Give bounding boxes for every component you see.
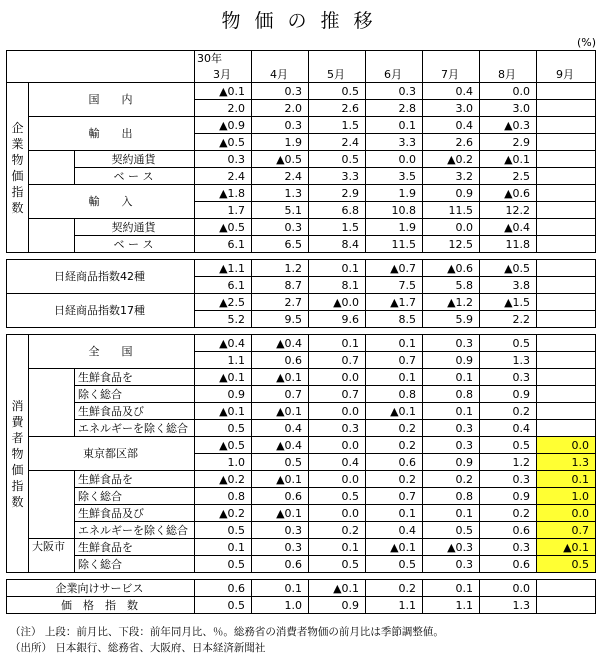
value-cell: 8.5	[366, 311, 423, 328]
value-cell: 0.3	[423, 556, 480, 573]
ex-fresh-label: 除く総合	[75, 386, 195, 403]
value-cell	[537, 117, 596, 134]
value-cell	[537, 151, 596, 168]
month-header: 5月	[309, 51, 366, 83]
value-cell: 2.7	[252, 294, 309, 311]
value-cell: 0.9	[195, 386, 252, 403]
value-cell: 0.9	[423, 454, 480, 471]
value-cell: 9.5	[252, 311, 309, 328]
value-cell: 0.9	[480, 386, 537, 403]
value-cell	[537, 352, 596, 369]
nikkei-42-label: 日経商品指数42種	[7, 260, 195, 294]
value-cell: ▲0.6	[480, 185, 537, 202]
ex-fresh-label: 生鮮食品を	[75, 369, 195, 386]
month-header: 8月	[480, 51, 537, 83]
value-cell: 0.1	[423, 369, 480, 386]
value-cell: 0.7	[252, 386, 309, 403]
value-cell: 0.5	[252, 454, 309, 471]
value-cell: 0.1	[366, 335, 423, 352]
value-cell	[537, 83, 596, 100]
value-cell: 1.3	[480, 597, 537, 614]
value-cell: 1.9	[252, 134, 309, 151]
value-cell: 0.5	[195, 556, 252, 573]
value-cell: ▲0.1	[309, 580, 366, 597]
value-cell: ▲0.5	[195, 437, 252, 454]
value-cell: ▲0.5	[195, 134, 252, 151]
value-cell: 5.1	[252, 202, 309, 219]
value-cell: 2.6	[423, 134, 480, 151]
table-body	[7, 51, 596, 614]
value-cell: 0.3	[309, 420, 366, 437]
value-cell: 0.5	[309, 151, 366, 168]
osaka-label: 大阪市	[29, 539, 75, 573]
value-cell: 0.7	[366, 352, 423, 369]
value-cell: 12.5	[423, 236, 480, 253]
value-cell: 0.3	[480, 369, 537, 386]
value-cell: ▲1.7	[366, 294, 423, 311]
value-cell: 0.3	[195, 151, 252, 168]
contract-currency-label: ベ ー ス	[75, 168, 195, 185]
value-cell: 1.2	[480, 454, 537, 471]
value-cell: 2.5	[480, 168, 537, 185]
value-cell: ▲0.0	[309, 294, 366, 311]
value-cell	[537, 100, 596, 117]
value-cell: ▲0.1	[195, 83, 252, 100]
value-cell: 0.0	[480, 580, 537, 597]
ex-fresh-label: 生鮮食品を	[75, 471, 195, 488]
ex-fresh-label: 生鮮食品を	[75, 539, 195, 556]
value-cell: 6.8	[309, 202, 366, 219]
month-header: 7月	[423, 51, 480, 83]
value-cell: 0.5	[195, 597, 252, 614]
ex-fresh-energy-label: 生鮮食品及び	[75, 505, 195, 522]
value-cell: 0.9	[423, 185, 480, 202]
services-label: 価 格 指 数	[7, 597, 195, 614]
value-cell: ▲0.3	[423, 539, 480, 556]
value-cell: 0.2	[366, 437, 423, 454]
ex-fresh-label: 除く総合	[75, 556, 195, 573]
note-text: （注） 上段：前月比、下段：前年同月比、％。総務省の消費者物価の前月比は季節調整値。	[10, 626, 444, 638]
value-cell: 0.6	[366, 454, 423, 471]
value-cell: ▲0.4	[252, 437, 309, 454]
value-cell: 1.5	[309, 117, 366, 134]
value-cell: 0.0	[309, 471, 366, 488]
value-cell: ▲0.1	[366, 539, 423, 556]
value-cell: 1.1	[195, 352, 252, 369]
value-cell: ▲0.2	[423, 151, 480, 168]
value-cell	[537, 185, 596, 202]
value-cell: 2.8	[366, 100, 423, 117]
value-cell: 0.0	[537, 437, 596, 454]
value-cell: 3.8	[480, 277, 537, 294]
value-cell: 10.8	[366, 202, 423, 219]
value-cell	[537, 236, 596, 253]
value-cell: ▲1.8	[195, 185, 252, 202]
value-cell: ▲0.1	[480, 151, 537, 168]
value-cell: 0.4	[423, 117, 480, 134]
value-cell: 0.2	[480, 505, 537, 522]
value-cell: 0.4	[480, 420, 537, 437]
value-cell: 0.3	[423, 335, 480, 352]
value-cell: 1.2	[252, 260, 309, 277]
value-cell: 0.1	[423, 403, 480, 420]
value-cell: 0.1	[309, 335, 366, 352]
value-cell: 1.0	[252, 597, 309, 614]
value-cell: 0.0	[309, 403, 366, 420]
month-header: 9月	[537, 51, 596, 83]
notes	[10, 624, 444, 656]
value-cell: 0.0	[309, 437, 366, 454]
services-label: 企業向けサービス	[7, 580, 195, 597]
value-cell	[537, 294, 596, 311]
value-cell: 0.4	[309, 454, 366, 471]
value-cell: 0.5	[309, 83, 366, 100]
value-cell: ▲0.1	[537, 539, 596, 556]
contract-currency-label: 契約通貨	[75, 151, 195, 168]
value-cell: 0.5	[309, 488, 366, 505]
blank-cell	[29, 369, 75, 437]
month-header: 3月	[195, 66, 252, 83]
value-cell	[537, 134, 596, 151]
value-cell: 0.3	[252, 83, 309, 100]
value-cell: 0.1	[423, 505, 480, 522]
value-cell: 2.9	[480, 134, 537, 151]
value-cell: ▲0.4	[480, 219, 537, 236]
blank-cell	[29, 219, 75, 253]
value-cell: 0.3	[480, 539, 537, 556]
value-cell: 5.9	[423, 311, 480, 328]
value-cell: 0.1	[537, 471, 596, 488]
value-cell: 0.1	[309, 539, 366, 556]
value-cell: 0.3	[252, 219, 309, 236]
value-cell: ▲1.1	[195, 260, 252, 277]
blank-cell	[29, 471, 75, 539]
value-cell: 1.0	[195, 454, 252, 471]
value-cell: 8.7	[252, 277, 309, 294]
unit-label: (%)	[576, 36, 596, 49]
value-cell: 6.5	[252, 236, 309, 253]
value-cell: 2.4	[195, 168, 252, 185]
value-cell: 0.8	[423, 386, 480, 403]
value-cell: 1.9	[366, 185, 423, 202]
value-cell	[537, 335, 596, 352]
value-cell: 1.3	[480, 352, 537, 369]
ex-fresh-energy-label: エネルギーを除く総合	[75, 420, 195, 437]
value-cell: 0.7	[537, 522, 596, 539]
value-cell: 0.6	[252, 488, 309, 505]
value-cell: ▲0.5	[252, 151, 309, 168]
ex-fresh-energy-label: エネルギーを除く総合	[75, 522, 195, 539]
value-cell	[537, 420, 596, 437]
value-cell: ▲0.9	[195, 117, 252, 134]
value-cell: 0.8	[195, 488, 252, 505]
value-cell: ▲0.5	[480, 260, 537, 277]
value-cell: 0.4	[366, 522, 423, 539]
value-cell: 3.5	[366, 168, 423, 185]
value-cell: 3.3	[366, 134, 423, 151]
corner-cell	[7, 51, 195, 83]
value-cell: 8.4	[309, 236, 366, 253]
value-cell: ▲0.7	[366, 260, 423, 277]
value-cell: 0.5	[537, 556, 596, 573]
value-cell: 0.9	[309, 597, 366, 614]
value-cell: ▲0.1	[366, 403, 423, 420]
value-cell: 0.1	[309, 260, 366, 277]
value-cell: 0.1	[423, 580, 480, 597]
ex-fresh-energy-label: 生鮮食品及び	[75, 403, 195, 420]
corporate-index-label: 企 業 物 価 指 数	[7, 83, 29, 253]
value-cell: 0.6	[480, 522, 537, 539]
value-cell	[537, 580, 596, 597]
value-cell: 0.9	[423, 352, 480, 369]
value-cell: 0.0	[309, 505, 366, 522]
value-cell: ▲0.1	[252, 369, 309, 386]
cpi-label: 消 費 者 物 価 指 数	[7, 335, 29, 573]
value-cell: ▲0.5	[195, 219, 252, 236]
value-cell: 0.5	[423, 522, 480, 539]
value-cell: 0.2	[366, 580, 423, 597]
value-cell	[537, 277, 596, 294]
value-cell	[537, 386, 596, 403]
value-cell: 0.3	[366, 83, 423, 100]
contract-currency-label: ベ ー ス	[75, 236, 195, 253]
value-cell: 0.2	[309, 522, 366, 539]
value-cell: 0.4	[252, 420, 309, 437]
value-cell: 0.2	[423, 471, 480, 488]
value-cell: 0.3	[423, 437, 480, 454]
value-cell: 0.5	[195, 522, 252, 539]
value-cell: 3.0	[480, 100, 537, 117]
value-cell: 0.8	[366, 386, 423, 403]
ex-fresh-label: 除く総合	[75, 488, 195, 505]
month-header: 4月	[252, 51, 309, 83]
nation-label: 全 国	[29, 335, 195, 369]
export-label: 輸 出	[29, 117, 195, 151]
value-cell: 0.3	[252, 117, 309, 134]
value-cell: 0.1	[366, 369, 423, 386]
value-cell: 0.3	[480, 471, 537, 488]
import-label: 輸 入	[29, 185, 195, 219]
value-cell: 0.1	[366, 505, 423, 522]
value-cell: ▲0.4	[252, 335, 309, 352]
spacer	[7, 328, 596, 335]
value-cell: 2.6	[309, 100, 366, 117]
value-cell: 0.2	[480, 403, 537, 420]
value-cell: ▲0.2	[195, 471, 252, 488]
value-cell: 0.0	[366, 151, 423, 168]
value-cell: 0.5	[195, 420, 252, 437]
nikkei-17-label: 日経商品指数17種	[7, 294, 195, 328]
source-text: （出所） 日本銀行、総務省、大阪府、日本経済新聞社	[10, 642, 266, 654]
value-cell: 3.0	[423, 100, 480, 117]
value-cell: 0.3	[423, 420, 480, 437]
value-cell: ▲0.1	[195, 369, 252, 386]
value-cell	[537, 202, 596, 219]
value-cell: 0.6	[252, 352, 309, 369]
value-cell: 3.3	[309, 168, 366, 185]
value-cell: 11.5	[366, 236, 423, 253]
value-cell: 0.6	[195, 580, 252, 597]
value-cell: ▲0.1	[252, 471, 309, 488]
value-cell: 11.8	[480, 236, 537, 253]
page-title: 物価の推移	[221, 10, 387, 32]
value-cell: 2.4	[309, 134, 366, 151]
value-cell: 0.5	[480, 437, 537, 454]
spacer	[7, 573, 596, 580]
value-cell: 2.4	[252, 168, 309, 185]
value-cell: ▲0.1	[252, 505, 309, 522]
value-cell: ▲1.5	[480, 294, 537, 311]
value-cell: 0.1	[252, 580, 309, 597]
spacer	[7, 253, 596, 260]
value-cell: 1.1	[423, 597, 480, 614]
value-cell: 6.1	[195, 277, 252, 294]
value-cell: 0.0	[309, 369, 366, 386]
tokyo-label: 東京都区部	[29, 437, 195, 471]
value-cell: 0.6	[252, 556, 309, 573]
value-cell: ▲0.1	[195, 403, 252, 420]
value-cell: 1.3	[537, 454, 596, 471]
value-cell: 0.5	[309, 556, 366, 573]
value-cell: 0.4	[423, 83, 480, 100]
value-cell: 0.7	[309, 352, 366, 369]
value-cell: ▲0.6	[423, 260, 480, 277]
value-cell: 2.0	[252, 100, 309, 117]
value-cell: 1.9	[366, 219, 423, 236]
value-cell: 0.3	[252, 539, 309, 556]
value-cell: 5.2	[195, 311, 252, 328]
value-cell: ▲0.2	[195, 505, 252, 522]
value-cell: 0.1	[366, 117, 423, 134]
value-cell: 1.1	[366, 597, 423, 614]
value-cell: 1.3	[252, 185, 309, 202]
value-cell: 2.9	[309, 185, 366, 202]
blank-cell	[29, 151, 75, 185]
value-cell: 2.0	[195, 100, 252, 117]
value-cell: ▲2.5	[195, 294, 252, 311]
value-cell: 0.0	[423, 219, 480, 236]
value-cell	[537, 597, 596, 614]
value-cell: ▲1.2	[423, 294, 480, 311]
value-cell	[537, 260, 596, 277]
contract-currency-label: 契約通貨	[75, 219, 195, 236]
value-cell: 6.1	[195, 236, 252, 253]
value-cell: 2.2	[480, 311, 537, 328]
value-cell: 0.0	[537, 505, 596, 522]
value-cell: 0.1	[195, 539, 252, 556]
value-cell: 5.8	[423, 277, 480, 294]
year-label: 30年	[195, 51, 252, 67]
value-cell: 0.2	[366, 471, 423, 488]
value-cell: 3.2	[423, 168, 480, 185]
value-cell	[537, 369, 596, 386]
value-cell: 0.3	[252, 522, 309, 539]
value-cell	[537, 219, 596, 236]
value-cell: 9.6	[309, 311, 366, 328]
value-cell: 8.1	[309, 277, 366, 294]
value-cell: 12.2	[480, 202, 537, 219]
value-cell: 0.2	[366, 420, 423, 437]
value-cell	[537, 168, 596, 185]
value-cell: 0.5	[480, 335, 537, 352]
value-cell: 0.8	[423, 488, 480, 505]
value-cell: 0.7	[309, 386, 366, 403]
value-cell: 0.7	[366, 488, 423, 505]
value-cell: ▲0.4	[195, 335, 252, 352]
value-cell	[537, 403, 596, 420]
value-cell: 0.9	[480, 488, 537, 505]
value-cell: ▲0.3	[480, 117, 537, 134]
value-cell: 0.5	[366, 556, 423, 573]
value-cell: 0.0	[480, 83, 537, 100]
value-cell	[537, 311, 596, 328]
value-cell: 7.5	[366, 277, 423, 294]
value-cell: ▲0.1	[252, 403, 309, 420]
domestic-label: 国 内	[29, 83, 195, 117]
value-cell: 1.5	[309, 219, 366, 236]
value-cell: 0.6	[480, 556, 537, 573]
month-header: 6月	[366, 51, 423, 83]
value-cell: 1.0	[537, 488, 596, 505]
value-cell: 11.5	[423, 202, 480, 219]
price-table	[6, 50, 596, 614]
value-cell: 1.7	[195, 202, 252, 219]
